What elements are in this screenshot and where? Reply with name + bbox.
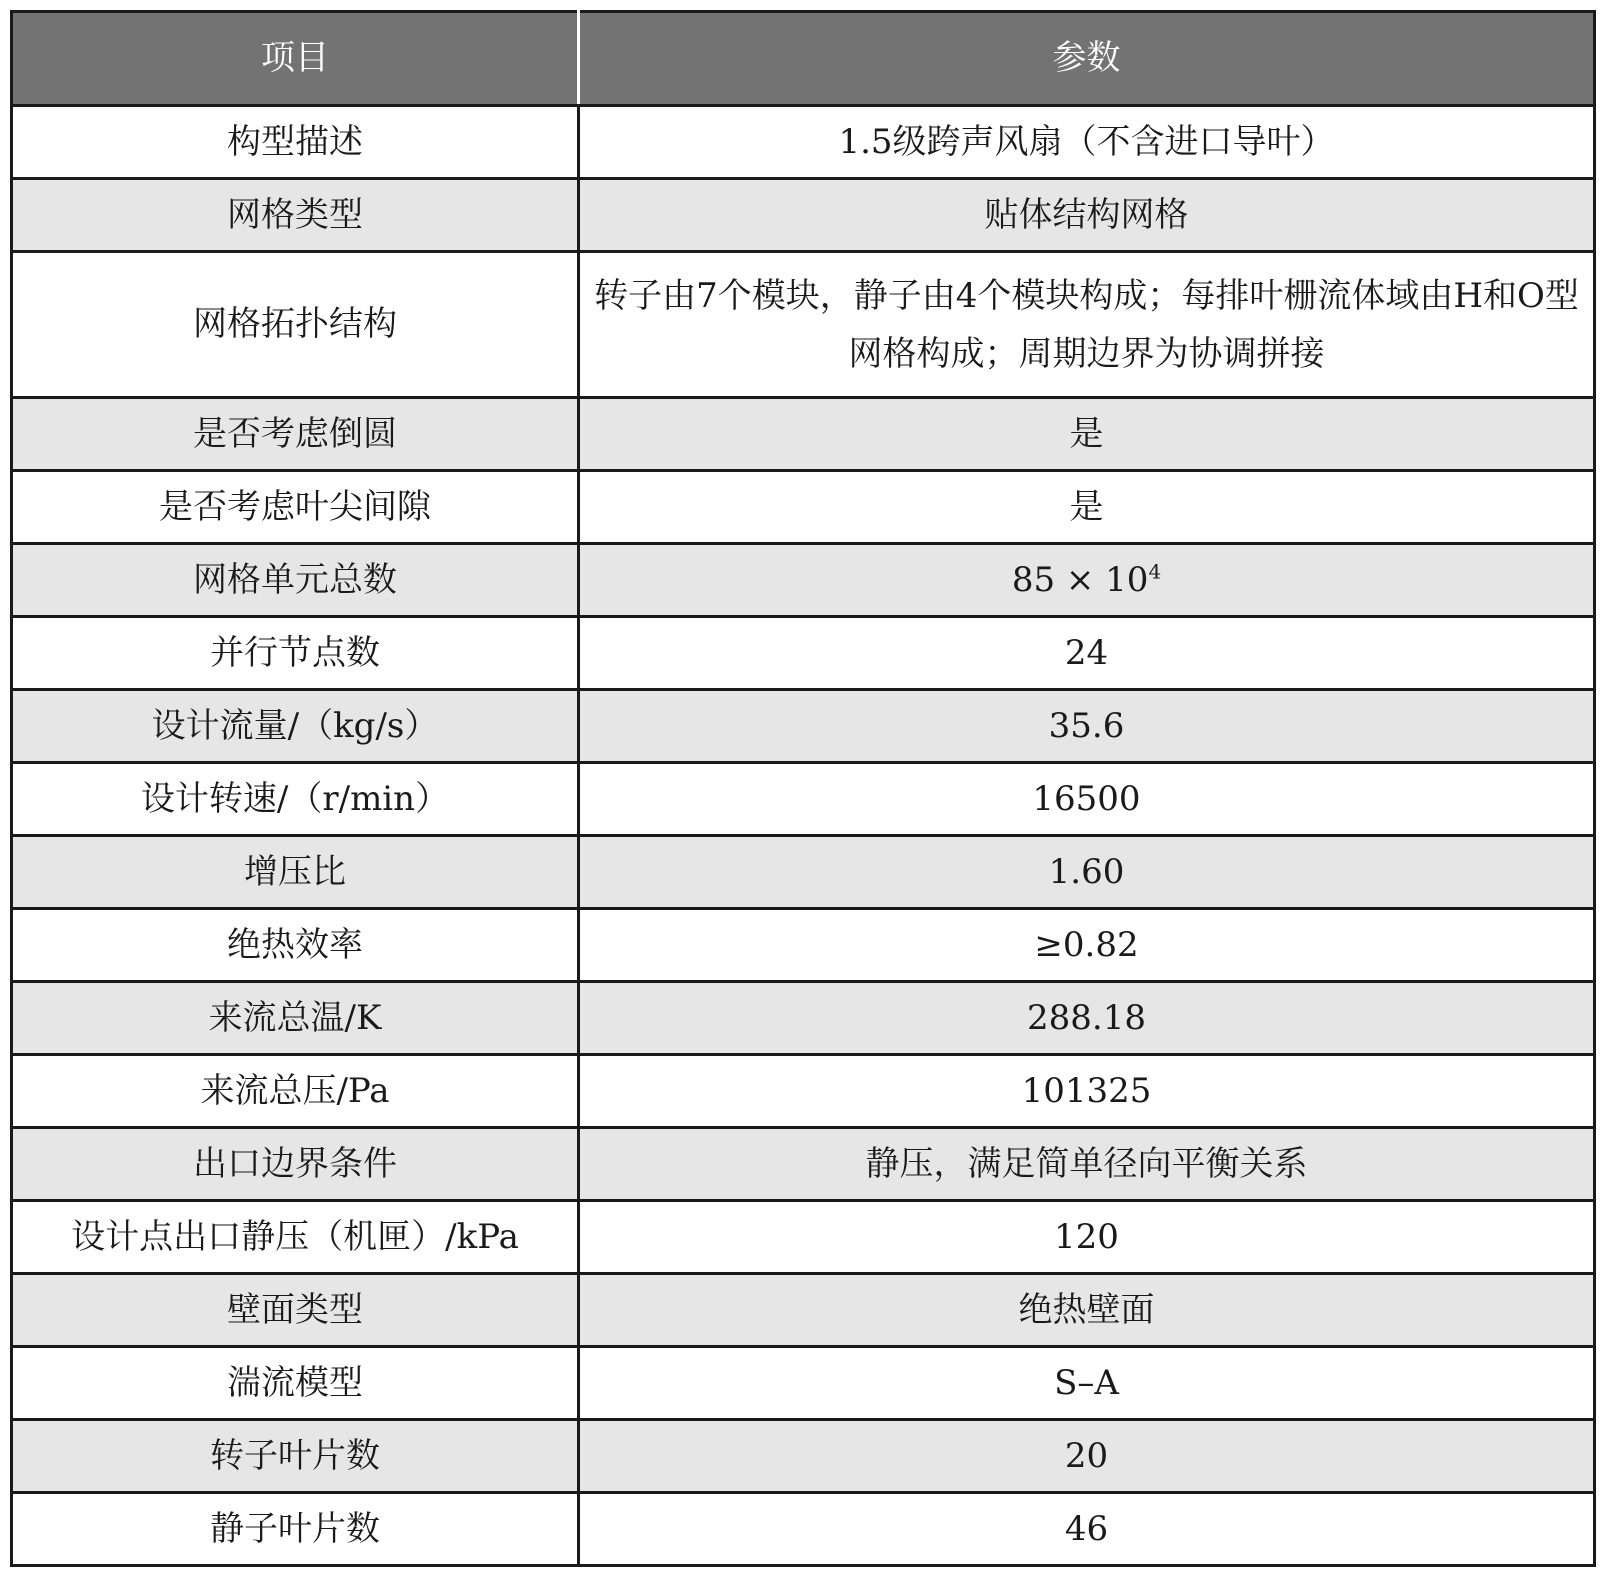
value-exponent: 4 [1148, 559, 1162, 584]
row-item: 湍流模型 [12, 1347, 579, 1420]
row-value: 转子由7个模块，静子由4个模块构成；每排叶栅流体域由H和O型网格构成；周期边界为协调拼接 [579, 252, 1595, 398]
row-value: 1.5级跨声风扇（不含进口导叶） [579, 106, 1595, 179]
row-value: 101325 [579, 1055, 1595, 1128]
table-row [12, 1420, 1595, 1493]
row-item: 转子叶片数 [12, 1420, 579, 1493]
table-row [12, 252, 1595, 398]
header-parameter: 参数 [579, 12, 1595, 106]
table-row [12, 1274, 1595, 1347]
row-value: 16500 [579, 763, 1595, 836]
row-item: 静子叶片数 [12, 1493, 579, 1566]
table-row [12, 690, 1595, 763]
table-row [12, 836, 1595, 909]
table-row [12, 398, 1595, 471]
row-item: 增压比 [12, 836, 579, 909]
parameter-table [10, 10, 1596, 1567]
row-item: 来流总压/Pa [12, 1055, 579, 1128]
row-value: 288.18 [579, 982, 1595, 1055]
table-row [12, 1201, 1595, 1274]
row-value: 46 [579, 1493, 1595, 1566]
row-item: 设计转速/（r/min） [12, 763, 579, 836]
table-row [12, 471, 1595, 544]
row-item: 出口边界条件 [12, 1128, 579, 1201]
table-row [12, 909, 1595, 982]
row-value: 是 [579, 398, 1595, 471]
row-value: 35.6 [579, 690, 1595, 763]
row-item: 绝热效率 [12, 909, 579, 982]
row-value: S–A [579, 1347, 1595, 1420]
table-row [12, 1493, 1595, 1566]
table-row [12, 763, 1595, 836]
row-value: 贴体结构网格 [579, 179, 1595, 252]
table-row [12, 1055, 1595, 1128]
table-row [12, 1128, 1595, 1201]
row-value: 1.60 [579, 836, 1595, 909]
row-value: 24 [579, 617, 1595, 690]
row-item: 来流总温/K [12, 982, 579, 1055]
table-row [12, 544, 1595, 617]
row-item: 网格单元总数 [12, 544, 579, 617]
row-item: 构型描述 [12, 106, 579, 179]
row-value: 20 [579, 1420, 1595, 1493]
table-row [12, 617, 1595, 690]
row-item: 设计流量/（kg/s） [12, 690, 579, 763]
table-header-row [12, 12, 1595, 106]
table-row [12, 106, 1595, 179]
row-item: 网格类型 [12, 179, 579, 252]
row-item: 网格拓扑结构 [12, 252, 579, 398]
table-row [12, 179, 1595, 252]
row-value: ≥0.82 [579, 909, 1595, 982]
row-item: 设计点出口静压（机匣）/kPa [12, 1201, 579, 1274]
row-value: 120 [579, 1201, 1595, 1274]
row-value: 绝热壁面 [579, 1274, 1595, 1347]
row-value: 静压，满足简单径向平衡关系 [579, 1128, 1595, 1201]
row-item: 是否考虑倒圆 [12, 398, 579, 471]
row-item: 是否考虑叶尖间隙 [12, 471, 579, 544]
row-value [579, 544, 1595, 617]
table-row [12, 1347, 1595, 1420]
row-value: 是 [579, 471, 1595, 544]
value-base: 85 × 10 [1011, 559, 1149, 600]
row-item: 并行节点数 [12, 617, 579, 690]
header-item: 项目 [12, 12, 579, 106]
table-row [12, 982, 1595, 1055]
row-item: 壁面类型 [12, 1274, 579, 1347]
